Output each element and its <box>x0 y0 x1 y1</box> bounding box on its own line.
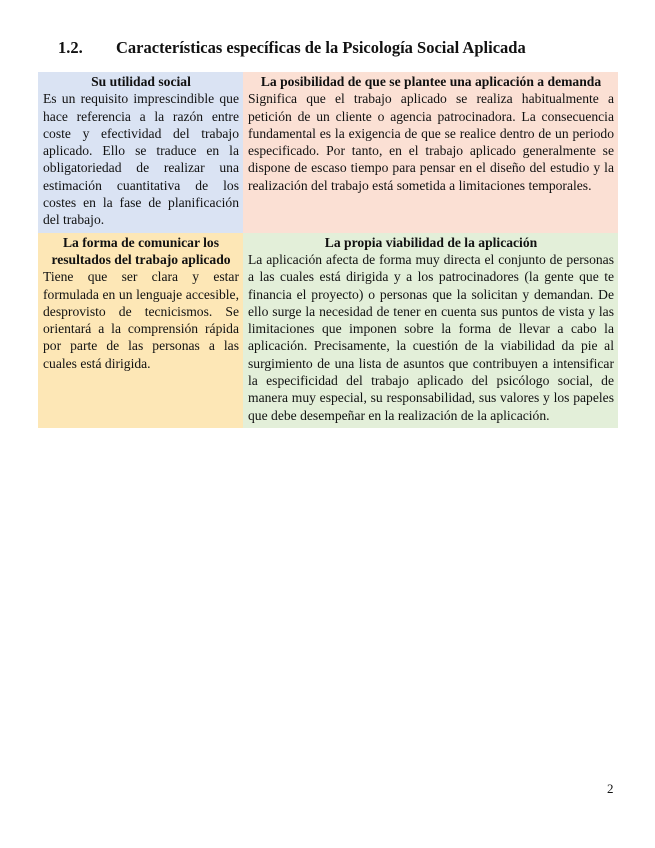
cell-title: La forma de comunicar los resultados del trabajo aplicado <box>51 234 231 267</box>
cell-text: Tiene que ser clara y estar formulada en un lenguaje accesible, desprovisto de tecnicismos. Se orientará a la comprensión rápida por parte de las personas a las cuales está dirigida. <box>43 269 239 371</box>
cell-text: Significa que el trabajo aplicado se realiza habitualmente a petición de un cliente o agencia patrocinadora. La consecuencia fundamental es la exigencia de que se realice dentro de un periodo especificado. Por tanto, en el trabajo aplicado generalmente se dispone de escaso tiempo para pensar en el diseño del estudio y la realización del trabajo está sometida a limitaciones temporales. <box>248 91 614 193</box>
cell-title: Su utilidad social <box>91 74 191 89</box>
cell-title: La propia viabilidad de la aplicación <box>324 234 538 250</box>
cell-communicating-results <box>38 233 243 428</box>
section-heading <box>58 38 526 58</box>
cell-social-utility <box>38 72 243 233</box>
characteristics-table <box>38 72 618 428</box>
cell-title: La posibilidad de que se plantee una aplicación a demanda <box>260 74 602 89</box>
cell-text: Es un requisito imprescindible que hace referencia a la razón entre coste y efectividad del trabajo aplicado. Ello se traduce en la obligatoriedad de realizar una estimación cuantitativa de los costes en la fase de planificación del trabajo. <box>43 91 239 228</box>
cell-viability <box>243 233 618 428</box>
cell-on-demand <box>243 72 618 233</box>
page-number: 2 <box>607 781 614 796</box>
section-title: Características específicas de la Psicología Social Aplicada <box>116 38 526 57</box>
cell-text: La aplicación afecta de forma muy directa el conjunto de personas a las cuales está dirigida y a los patrocinadores (la gente que te financia el proyecto) o personas que la solicitan y demandan. De ello surge la necesidad de tener en cuenta sus puntos de vista y las limitaciones que imponen sobre la forma de llevar a cabo la aplicación. Precisamente, la cuestión de la viabilidad da pie al surgimiento de una lista de asuntos que contribuyen a intensificar la especificidad del trabajo aplicado del psicólogo social, de manera muy especial, su responsabilidad, sus valores y los papeles que debe desempeñar en la realización de la aplicación. <box>248 251 614 423</box>
section-number: 1.2. <box>58 38 83 57</box>
